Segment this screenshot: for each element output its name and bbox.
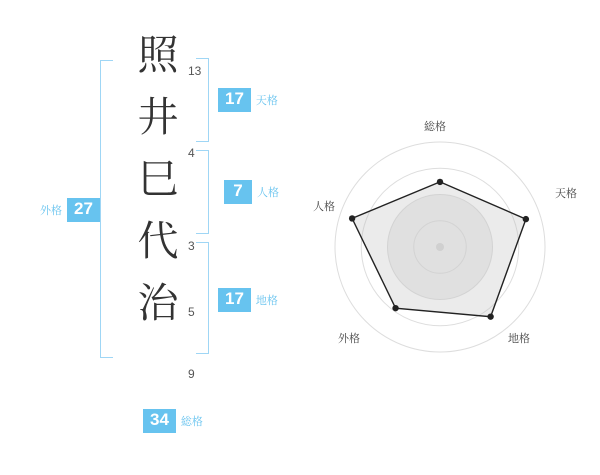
stroke-count-5: 9 bbox=[188, 367, 195, 381]
axis-label-tenkaku: 天格 bbox=[555, 188, 577, 200]
kanji-char-5: 治 bbox=[137, 279, 179, 326]
badge-chikaku-value: 17 bbox=[218, 288, 251, 312]
kanji-char-4: 代 bbox=[137, 217, 179, 264]
badge-tenkaku-label: 天格 bbox=[255, 94, 278, 107]
kanji-column bbox=[128, 24, 188, 334]
badge-tenkaku bbox=[218, 88, 278, 112]
gaikaku-bracket bbox=[100, 60, 113, 358]
badge-soukaku-label: 総格 bbox=[180, 415, 203, 428]
stroke-count-4: 5 bbox=[188, 305, 195, 319]
stroke-count-1: 13 bbox=[188, 64, 202, 78]
badge-gaikaku-label: 外格 bbox=[40, 204, 62, 217]
axis-label-gaikaku: 外格 bbox=[338, 333, 360, 345]
badge-chikaku bbox=[218, 288, 278, 312]
stroke-count-2: 4 bbox=[188, 146, 195, 160]
badge-jinkaku-label: 人格 bbox=[257, 186, 279, 199]
badge-soukaku-value: 34 bbox=[143, 409, 176, 433]
kanji-char-3: 巳 bbox=[137, 155, 179, 202]
chikaku-bracket bbox=[196, 242, 209, 354]
badge-jinkaku bbox=[224, 180, 279, 204]
badge-chikaku-label: 地格 bbox=[255, 294, 278, 307]
radar-chart-svg bbox=[300, 0, 600, 470]
radar-chart bbox=[300, 0, 600, 470]
badge-gaikaku bbox=[40, 198, 100, 222]
jinkaku-bracket bbox=[196, 150, 209, 234]
name-stroke-diagram bbox=[0, 0, 300, 470]
axis-label-jinkaku: 人格 bbox=[313, 201, 335, 213]
kanji-char-1: 照 bbox=[137, 31, 179, 78]
badge-jinkaku-value: 7 bbox=[224, 180, 252, 204]
axis-label-soukaku: 総格 bbox=[424, 121, 446, 133]
stroke-count-3: 3 bbox=[188, 239, 195, 253]
axis-label-chikaku: 地格 bbox=[508, 333, 530, 345]
kanji-char-2: 井 bbox=[137, 93, 179, 140]
badge-tenkaku-value: 17 bbox=[218, 88, 251, 112]
badge-soukaku bbox=[143, 409, 203, 433]
badge-gaikaku-value: 27 bbox=[67, 198, 100, 222]
